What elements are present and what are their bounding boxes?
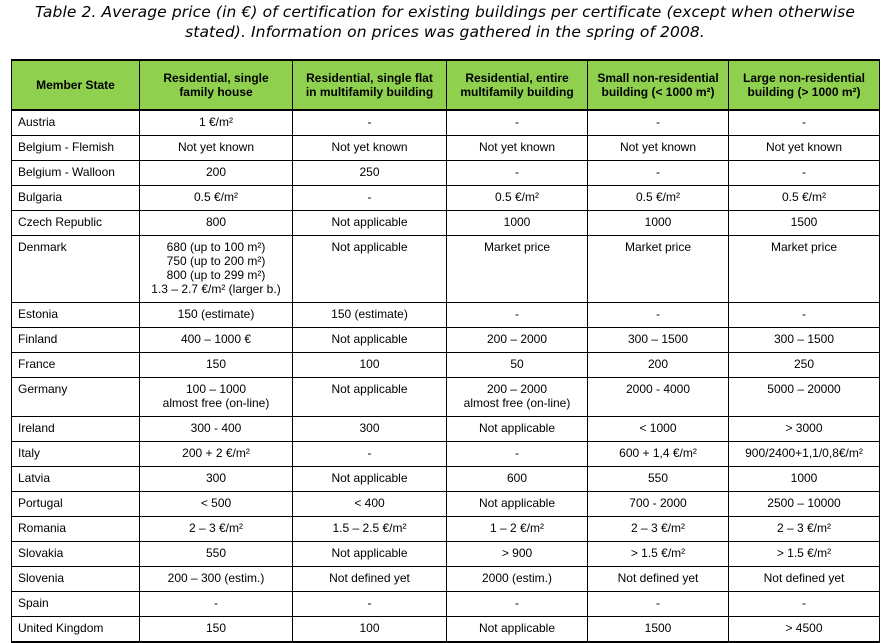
price-text-line: 2 – 3 €/m²	[776, 521, 832, 535]
price-cell	[588, 303, 729, 328]
price-cell	[140, 378, 293, 417]
member-state-cell: Ireland	[12, 417, 140, 442]
price-text-line: Not applicable	[331, 240, 408, 254]
price-text-line: Not yet known	[331, 140, 408, 154]
table-row	[12, 592, 880, 617]
price-cell	[140, 186, 293, 211]
price-cell	[729, 542, 880, 567]
price-cell	[293, 567, 447, 592]
price-cell	[447, 592, 588, 617]
price-text-line: Not yet known	[765, 140, 843, 154]
price-cell	[293, 186, 447, 211]
price-cell	[447, 110, 588, 136]
price-text-line: 0.5 €/m²	[635, 190, 680, 204]
price-cell	[729, 617, 880, 643]
price-cell	[293, 353, 447, 378]
price-text-line: -	[515, 115, 519, 129]
member-state-cell: United Kingdom	[12, 617, 140, 643]
price-cell	[447, 211, 588, 236]
price-cell	[729, 353, 880, 378]
price-cell	[447, 236, 588, 303]
header-text-line: multifamily building	[460, 85, 574, 99]
table-row	[12, 353, 880, 378]
header-text-line: building (> 1000 m²)	[747, 85, 861, 99]
member-state-cell: Germany	[12, 378, 140, 417]
price-cell	[293, 136, 447, 161]
price-cell	[588, 353, 729, 378]
price-text-line: -	[656, 307, 660, 321]
column-header-member-state	[12, 60, 140, 110]
price-cell	[293, 161, 447, 186]
price-cell	[140, 417, 293, 442]
price-text-line: 200 – 300 (estim.)	[167, 571, 265, 585]
price-text-line: 2 – 3 €/m²	[188, 521, 244, 535]
price-text-line: 300	[205, 471, 227, 485]
header-text-line: family house	[179, 85, 253, 99]
price-cell	[447, 467, 588, 492]
price-text-line: 600	[506, 471, 528, 485]
member-state-cell: Slovenia	[12, 567, 140, 592]
price-cell	[447, 567, 588, 592]
member-state-cell: France	[12, 353, 140, 378]
price-cell	[293, 592, 447, 617]
price-text-line: 200 – 2000	[486, 382, 548, 396]
price-text-line: 900/2400+1,1/0,8€/m²	[745, 446, 863, 460]
table-row	[12, 303, 880, 328]
price-cell	[140, 567, 293, 592]
header-text-line: Residential, entire	[465, 71, 569, 85]
price-cell	[588, 161, 729, 186]
price-text-line: almost free (on-line)	[162, 396, 270, 410]
price-text-line: 250	[793, 357, 815, 371]
price-cell	[140, 517, 293, 542]
member-state-cell: Finland	[12, 328, 140, 353]
price-text-line: -	[367, 115, 372, 129]
table-row	[12, 542, 880, 567]
price-text-line: Not applicable	[331, 382, 408, 396]
table-row	[12, 467, 880, 492]
price-text-line: Market price	[483, 240, 551, 254]
price-text-line: > 1.5 €/m²	[630, 546, 686, 560]
member-state-cell: Austria	[12, 110, 140, 136]
price-cell	[729, 328, 880, 353]
member-state-cell: Portugal	[12, 492, 140, 517]
price-cell	[447, 353, 588, 378]
price-text-line: Not yet known	[478, 140, 556, 154]
price-text-line: 550	[647, 471, 669, 485]
member-state-cell: Belgium - Flemish	[12, 136, 140, 161]
price-text-line: 1000	[790, 471, 818, 485]
price-cell	[293, 417, 447, 442]
price-text-line: -	[656, 165, 660, 179]
price-text-line: 150 (estimate)	[177, 307, 255, 321]
price-cell	[447, 542, 588, 567]
price-text-line: Not defined yet	[329, 571, 410, 585]
price-cell	[588, 617, 729, 643]
table-row	[12, 328, 880, 353]
header-text-line: Member State	[36, 78, 115, 92]
price-cell	[447, 417, 588, 442]
price-text-line: 700 - 2000	[629, 496, 687, 510]
price-text-line: 1500	[644, 621, 672, 635]
member-state-cell: Spain	[12, 592, 140, 617]
member-state-cell: Bulgaria	[12, 186, 140, 211]
price-text-line: 100	[359, 621, 380, 635]
price-text-line: 0.5 €/m²	[494, 190, 539, 204]
member-state-cell: Slovakia	[12, 542, 140, 567]
price-text-line: -	[367, 596, 372, 610]
price-cell	[447, 492, 588, 517]
price-text-line: -	[214, 596, 218, 610]
table-body	[12, 110, 880, 642]
price-cell	[588, 378, 729, 417]
price-cell	[293, 517, 447, 542]
price-cell	[588, 467, 729, 492]
price-cell	[293, 110, 447, 136]
price-cell	[729, 136, 880, 161]
price-text-line: 100 – 1000	[185, 382, 247, 396]
price-cell	[293, 492, 447, 517]
price-text-line: 800	[205, 215, 227, 229]
price-text-line: 300 - 400	[190, 421, 242, 435]
price-cell	[588, 442, 729, 467]
table-row	[12, 186, 880, 211]
price-text-line: < 400	[354, 496, 385, 510]
price-text-line: 1000	[644, 215, 672, 229]
price-text-line: < 500	[200, 496, 232, 510]
price-text-line: -	[802, 115, 806, 129]
price-text-line: Not yet known	[177, 140, 255, 154]
table-header-row	[12, 60, 880, 110]
price-cell	[447, 378, 588, 417]
price-cell	[140, 442, 293, 467]
price-text-line: > 4500	[785, 621, 823, 635]
price-text-line: < 1000	[639, 421, 677, 435]
price-text-line: 100	[359, 357, 380, 371]
price-text-line: 1.5 – 2.5 €/m²	[332, 521, 407, 535]
header-text-line: in multifamily building	[305, 85, 434, 99]
price-cell	[588, 417, 729, 442]
table-caption	[0, 2, 890, 42]
price-cell	[729, 417, 880, 442]
table-row	[12, 492, 880, 517]
price-text-line: 2 – 3 €/m²	[630, 521, 686, 535]
member-state-cell: Denmark	[12, 236, 140, 303]
price-cell	[588, 110, 729, 136]
price-text-line: -	[515, 596, 519, 610]
price-text-line: 250	[359, 165, 380, 179]
price-text-line: -	[367, 446, 372, 460]
price-cell	[447, 161, 588, 186]
price-text-line: 2500 – 10000	[767, 496, 841, 510]
price-cell	[588, 328, 729, 353]
table-row	[12, 378, 880, 417]
price-cell	[293, 378, 447, 417]
price-text-line: Not applicable	[478, 421, 556, 435]
price-cell	[293, 542, 447, 567]
price-cell	[729, 303, 880, 328]
price-text-line: 2000 - 4000	[625, 382, 691, 396]
price-text-line: 1500	[790, 215, 818, 229]
price-text-line: 0.5 €/m²	[781, 190, 826, 204]
price-cell	[140, 211, 293, 236]
price-text-line: 680 (up to 100 m²)	[166, 240, 266, 254]
price-cell	[447, 136, 588, 161]
price-cell	[729, 186, 880, 211]
price-text-line: Market price	[770, 240, 838, 254]
table-row	[12, 236, 880, 303]
member-state-cell: Estonia	[12, 303, 140, 328]
price-text-line: 300 – 1500	[627, 332, 689, 346]
price-text-line: -	[802, 165, 806, 179]
header-text-line: Residential, single	[163, 71, 269, 85]
price-text-line: 600 + 1,4 €/m²	[619, 446, 697, 460]
price-cell	[729, 110, 880, 136]
column-header-residential-single-flat	[293, 60, 447, 110]
price-text-line: 200 – 2000	[486, 332, 548, 346]
price-cell	[447, 303, 588, 328]
price-cell	[293, 467, 447, 492]
price-cell	[140, 592, 293, 617]
price-cell	[140, 542, 293, 567]
price-text-line: 1.3 – 2.7 €/m² (larger b.)	[151, 282, 281, 296]
price-cell	[729, 161, 880, 186]
price-text-line: 150	[205, 357, 227, 371]
price-cell	[588, 542, 729, 567]
price-cell	[447, 517, 588, 542]
price-text-line: Not applicable	[331, 332, 408, 346]
price-text-line: > 3000	[785, 421, 823, 435]
price-cell	[447, 186, 588, 211]
price-cell	[140, 136, 293, 161]
price-cell	[293, 211, 447, 236]
price-text-line: Not applicable	[478, 496, 556, 510]
table-row	[12, 417, 880, 442]
price-text-line: 150 (estimate)	[331, 307, 408, 321]
header-text-line: Residential, single flat	[306, 71, 433, 85]
price-cell	[729, 592, 880, 617]
price-text-line: -	[656, 596, 660, 610]
price-cell	[729, 442, 880, 467]
column-header-large-non-residential	[729, 60, 880, 110]
price-text-line: 200 + 2 €/m²	[182, 446, 250, 460]
table-row	[12, 161, 880, 186]
table-row	[12, 567, 880, 592]
price-cell	[588, 211, 729, 236]
price-cell	[588, 236, 729, 303]
caption-line-1: Table 2. Average price (in €) of certification for existing buildings per certificate (except when otherwise	[34, 3, 855, 21]
table-row	[12, 442, 880, 467]
price-text-line: 200	[647, 357, 669, 371]
price-text-line: > 1.5 €/m²	[776, 546, 832, 560]
price-cell	[140, 303, 293, 328]
price-text-line: almost free (on-line)	[463, 396, 571, 410]
price-cell	[140, 467, 293, 492]
price-text-line: > 900	[501, 546, 533, 560]
price-cell	[729, 517, 880, 542]
price-cell	[729, 236, 880, 303]
member-state-cell: Belgium - Walloon	[12, 161, 140, 186]
header-text-line: Large non-residential	[742, 71, 866, 85]
price-cell	[729, 492, 880, 517]
table-row	[12, 211, 880, 236]
price-cell	[729, 211, 880, 236]
header-text-line: Small non-residential	[597, 71, 719, 85]
price-text-line: 800 (up to 299 m²)	[166, 268, 266, 282]
price-text-line: Not defined yet	[763, 571, 845, 585]
price-text-line: 1 – 2 €/m²	[489, 521, 545, 535]
price-text-line: 300 – 1500	[773, 332, 835, 346]
column-header-small-non-residential	[588, 60, 729, 110]
price-text-line: 1 €/m²	[198, 115, 233, 129]
price-text-line: Market price	[624, 240, 692, 254]
price-text-line: 200	[205, 165, 227, 179]
price-text-line: 750 (up to 200 m²)	[166, 254, 266, 268]
price-cell	[588, 136, 729, 161]
price-cell	[293, 442, 447, 467]
price-text-line: -	[515, 165, 519, 179]
price-cell	[140, 328, 293, 353]
price-text-line: -	[367, 190, 372, 204]
price-text-line: 50	[510, 357, 524, 371]
table-row	[12, 110, 880, 136]
price-cell	[293, 236, 447, 303]
price-cell	[140, 161, 293, 186]
table-row	[12, 136, 880, 161]
price-cell	[588, 567, 729, 592]
price-cell	[293, 617, 447, 643]
price-text-line: Not applicable	[331, 215, 408, 229]
price-cell	[588, 592, 729, 617]
price-text-line: 400 – 1000 €	[180, 332, 252, 346]
price-text-line: Not defined yet	[617, 571, 699, 585]
price-cell	[447, 442, 588, 467]
column-header-residential-entire-multifamily	[447, 60, 588, 110]
price-text-line: -	[802, 307, 806, 321]
price-cell	[140, 617, 293, 643]
price-cell	[588, 492, 729, 517]
member-state-cell: Italy	[12, 442, 140, 467]
table-row	[12, 517, 880, 542]
price-text-line: 300	[359, 421, 380, 435]
table-row	[12, 617, 880, 643]
price-cell	[588, 517, 729, 542]
price-cell	[447, 617, 588, 643]
member-state-cell: Romania	[12, 517, 140, 542]
price-text-line: Not applicable	[478, 621, 556, 635]
price-text-line: Not applicable	[331, 546, 408, 560]
price-cell	[140, 492, 293, 517]
price-text-line: -	[802, 596, 806, 610]
column-header-residential-single-family-house	[140, 60, 293, 110]
certification-price-table	[11, 59, 880, 643]
price-text-line: Not applicable	[331, 471, 408, 485]
price-cell	[729, 467, 880, 492]
price-text-line: 1000	[503, 215, 531, 229]
header-text-line: building (< 1000 m²)	[601, 85, 715, 99]
price-cell	[447, 328, 588, 353]
price-cell	[140, 353, 293, 378]
price-text-line: Not yet known	[619, 140, 697, 154]
member-state-cell: Latvia	[12, 467, 140, 492]
price-cell	[588, 186, 729, 211]
price-cell	[140, 236, 293, 303]
price-text-line: -	[656, 115, 660, 129]
price-cell	[140, 110, 293, 136]
price-cell	[729, 378, 880, 417]
price-text-line: 150	[205, 621, 227, 635]
price-text-line: -	[515, 446, 519, 460]
price-text-line: 550	[205, 546, 227, 560]
caption-line-2: stated). Information on prices was gathered in the spring of 2008.	[185, 23, 705, 41]
price-text-line: 0.5 €/m²	[193, 190, 238, 204]
price-text-line: 5000 – 20000	[767, 382, 841, 396]
price-text-line: 2000 (estim.)	[481, 571, 553, 585]
price-text-line: -	[515, 307, 519, 321]
price-cell	[729, 567, 880, 592]
price-cell	[293, 328, 447, 353]
member-state-cell: Czech Republic	[12, 211, 140, 236]
price-cell	[293, 303, 447, 328]
